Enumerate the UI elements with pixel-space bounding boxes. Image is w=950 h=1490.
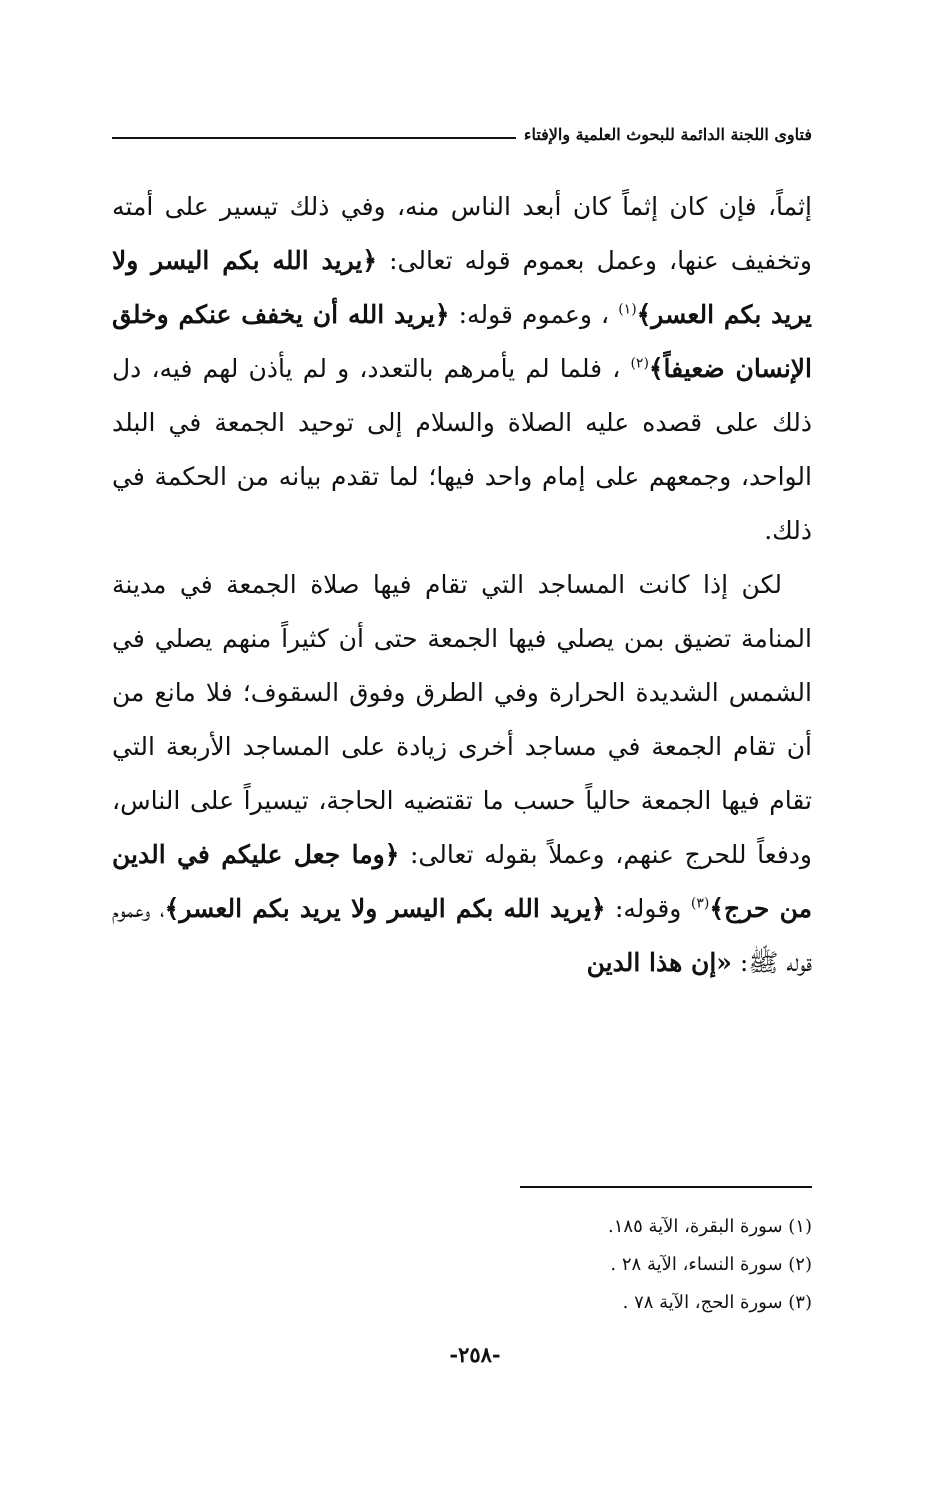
running-header xyxy=(112,116,812,152)
text-segment: ، وعموم قوله ﷺ: xyxy=(112,894,812,977)
paragraph-2 xyxy=(112,558,812,990)
running-header-title: فتاوى اللجنة الدائمة للبحوث العلمية والإفتاء xyxy=(523,124,812,144)
footnote-1: (١) سورة البقرة، الآية ١٨٥. xyxy=(608,1216,812,1237)
text-segment: وقوله: xyxy=(605,894,691,923)
text-segment: ، وعموم قوله: xyxy=(449,300,619,329)
quran-verse: ﴿يريد الله بكم اليسر ولا يريد بكم العسر﴾ xyxy=(112,246,812,329)
footnote-divider xyxy=(520,1186,812,1188)
footnote-ref-3[interactable]: (٣) xyxy=(690,895,710,912)
quran-verse: ﴿وما جعل عليكم في الدين من حرج﴾ xyxy=(112,840,812,923)
footnote-ref-1[interactable]: (١) xyxy=(618,301,637,318)
quran-verse: ﴿يريد الله أن يخفف عنكم وخلق الإنسان ضعيفاً﴾ xyxy=(112,300,812,383)
text-segment: لكن إذا كانت المساجد التي تقام فيها صلاة الجمعة في مدينة المنامة تضيق بمن يصلي فيها الجمعة حتى أن كثيراً منهم يصلي في الشمس الشديدة الحرارة وفي الطرق وفوق السقوف؛ فلا مانع من أن تقام الجمعة في مساجد أخرى زيادة على المساجد الأربعة التي تقام فيها الجمعة حالياً حسب ما تقتضيه الحاجة، تيسيراً على الناس، ودفعاً للحرج عنهم، وعملاً بقوله تعالى: xyxy=(112,570,812,869)
quran-verse: ﴿يريد الله بكم اليسر ولا يريد بكم العسر﴾ xyxy=(164,894,606,923)
footnote-ref-2[interactable]: (٢) xyxy=(630,355,649,372)
paragraph-1 xyxy=(112,180,812,558)
page-number: -٢٥٨- xyxy=(449,1342,501,1367)
footnotes xyxy=(112,1208,812,1322)
hadith-quote: «إن هذا الدين xyxy=(586,948,732,977)
footnote-3: (٣) سورة الحج، الآية ٧٨ . xyxy=(622,1292,812,1313)
text-segment: إثماً، فإن كان إثماً كان أبعد الناس منه، وفي ذلك تيسير على أمته وتخفيف عنها، وعمل بعموم قوله تعالى: xyxy=(112,192,812,275)
footnote-2: (٢) سورة النساء، الآية ٢٨ . xyxy=(610,1254,812,1275)
text-segment: ، فلما لم يأمرهم بالتعدد، و لم يأذن لهم فيه، دل ذلك على قصده عليه الصلاة والسلام إلى توحيد الجمعة في البلد الواحد، وجمعهم على إمام واحد فيها؛ لما تقدم بيانه من الحكمة في ذلك. xyxy=(112,354,812,545)
header-rule xyxy=(112,137,516,139)
body-text xyxy=(112,180,812,990)
